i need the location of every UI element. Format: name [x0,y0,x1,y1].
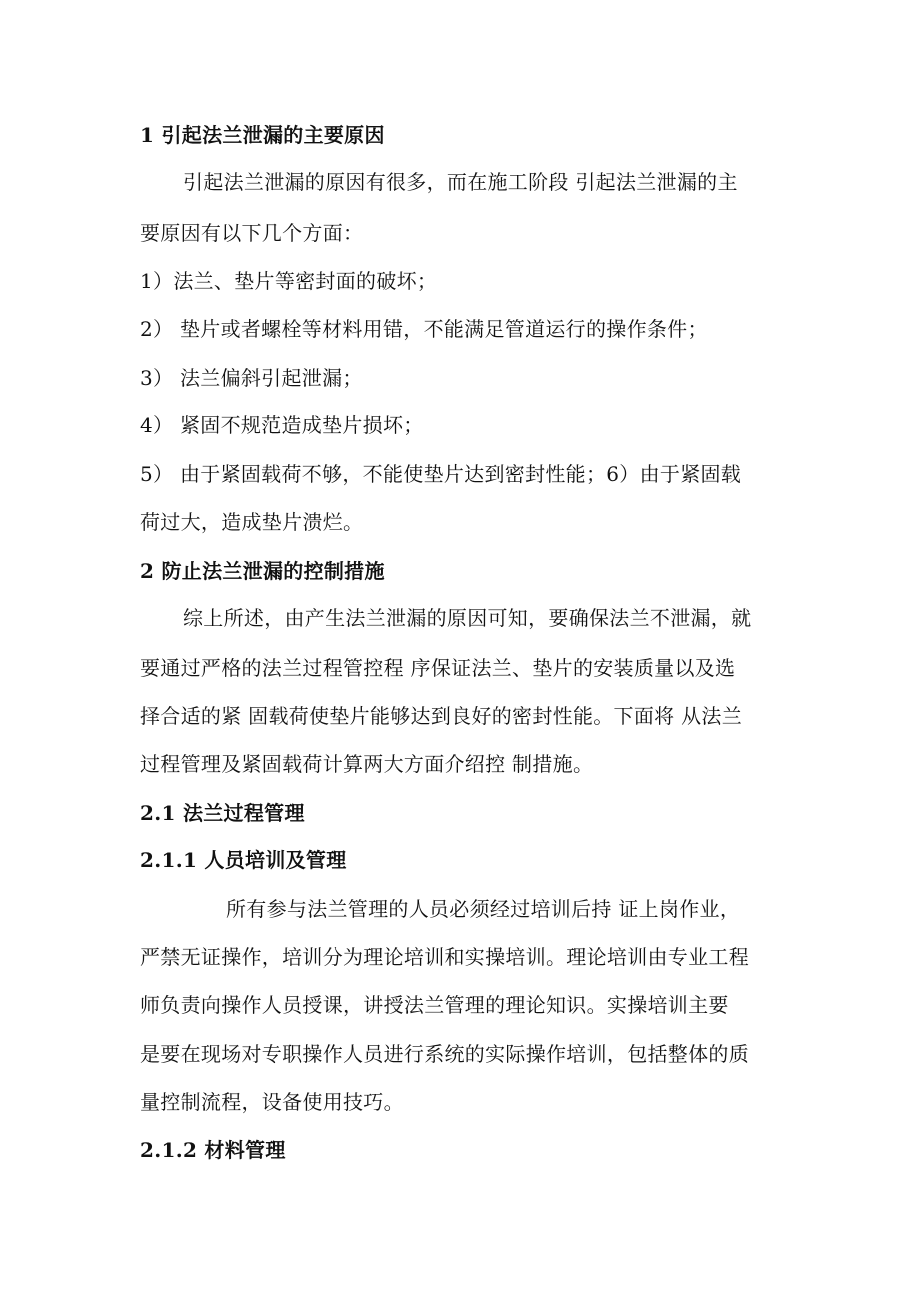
paragraph-line: 引起法兰泄漏的原因有很多，而在施工阶段 引起法兰泄漏的主 [183,170,738,194]
list-item-2: 2） 垫片或者螺栓等材料用错，不能满足管道运行的操作条件； [140,317,708,341]
paragraph-line: 过程管理及紧固载荷计算两大方面介绍控 制措施。 [140,752,594,776]
paragraph-line: 要通过严格的法兰过程管控程 序保证法兰、垫片的安装质量以及选 [140,656,736,680]
list-item-1: 1）法兰、垫片等密封面的破坏； [140,269,438,293]
section-heading-2: 2 防止法兰泄漏的控制措施 [140,559,385,583]
paragraph-line: 量控制流程，设备使用技巧。 [140,1090,404,1114]
paragraph-line: 所有参与法兰管理的人员必须经过培训后持 证上岗作业， [226,897,741,921]
paragraph-line: 择合适的紧 固载荷使垫片能够达到良好的密封性能。下面将 从法兰 [140,704,743,728]
list-item-3: 3） 法兰偏斜引起泄漏； [140,366,363,390]
section-heading-1: 1 引起法兰泄漏的主要原因 [140,123,385,147]
paragraph-line: 严禁无证操作，培训分为理论培训和实操培训。理论培训由专业工程 [140,945,749,969]
paragraph-line: 综上所述，由产生法兰泄漏的原因可知，要确保法兰不泄漏，就 [183,606,752,630]
list-item-5: 5） 由于紧固载荷不够，不能使垫片达到密封性能；6）由于紧固载 [140,462,742,486]
subsection-heading-2-1: 2.1 法兰过程管理 [140,801,305,825]
paragraph-line: 师负责向操作人员授课，讲授法兰管理的理论知识。实操培训主要 [140,993,729,1017]
subsection-heading-2-1-1: 2.1.1 人员培训及管理 [140,848,347,872]
subsection-heading-2-1-2: 2.1.2 材料管理 [140,1138,286,1162]
paragraph-line: 是要在现场对专职操作人员进行系统的实际操作培训，包括整体的质 [140,1042,749,1066]
paragraph-line: 要原因有以下几个方面： [140,221,364,245]
list-item-4: 4） 紧固不规范造成垫片损坏； [140,413,424,437]
list-item-continuation: 荷过大，造成垫片溃烂。 [140,510,364,534]
